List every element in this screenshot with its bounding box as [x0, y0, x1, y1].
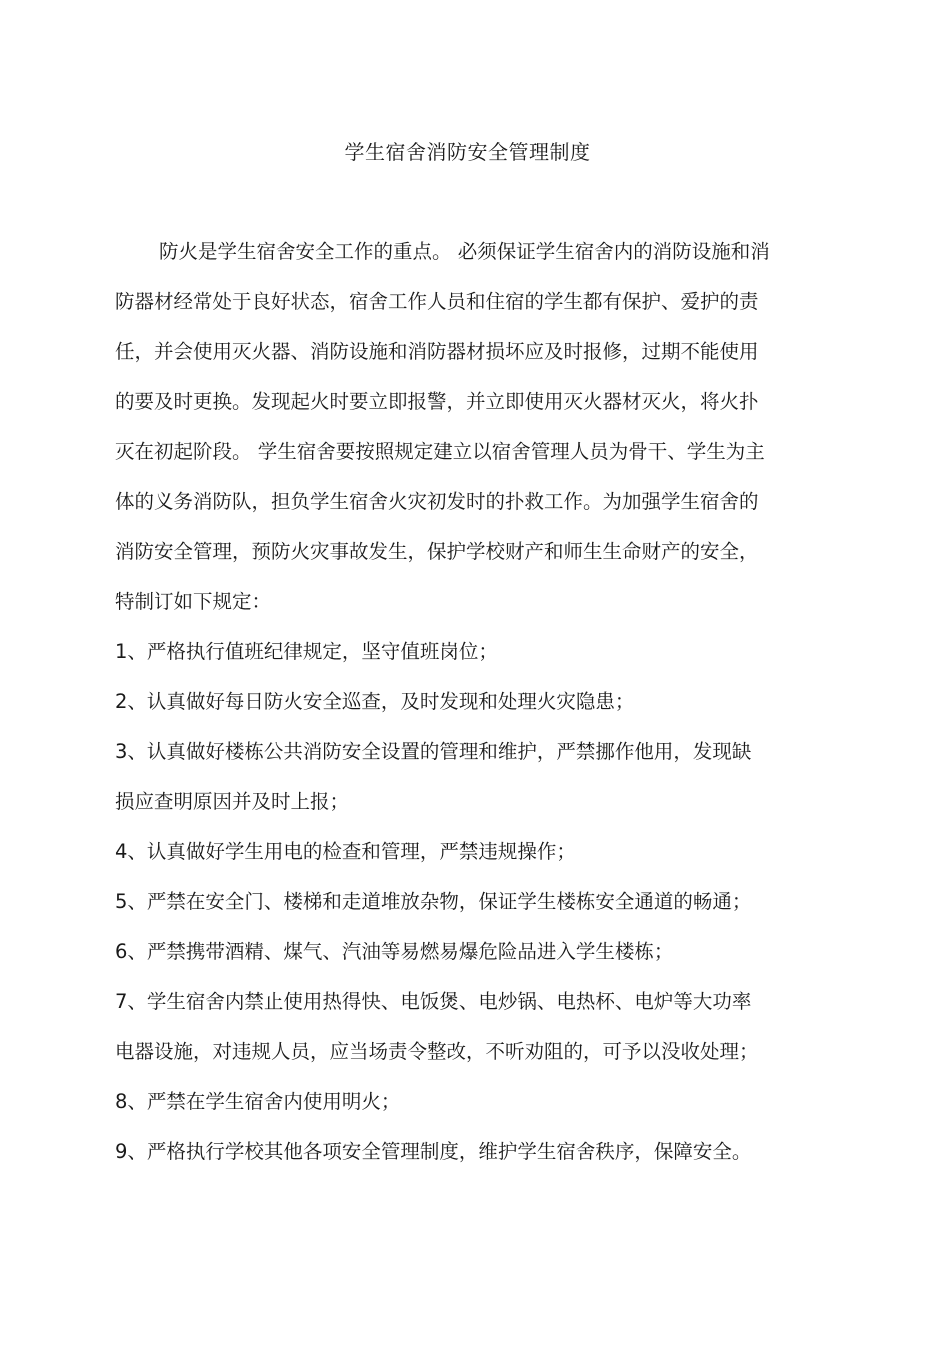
rule-item-1: 1、严格执行值班纪律规定，坚守值班岗位；: [115, 640, 498, 663]
paragraph-line: 防火是学生宿舍安全工作的重点。 必须保证学生宿舍内的消防设施和消: [159, 240, 770, 263]
paragraph-line: 的要及时更换。发现起火时要立即报警，并立即使用灭火器材灭火，将火扑: [115, 390, 759, 413]
rule-item-7-continued: 电器设施，对违规人员，应当场责令整改，不听劝阻的，可予以没收处理；: [115, 1040, 759, 1063]
paragraph-line: 体的义务消防队，担负学生宿舍火灾初发时的扑救工作。为加强学生宿舍的: [115, 490, 759, 513]
rule-item-6: 6、严禁携带酒精、煤气、汽油等易燃易爆危险品进入学生楼栋；: [115, 940, 674, 963]
document-title: 学生宿舍消防安全管理制度: [344, 140, 591, 164]
rule-item-9: 9、严格执行学校其他各项安全管理制度，维护学生宿舍秩序，保障安全。: [115, 1140, 752, 1163]
rule-item-3: 3、认真做好楼栋公共消防安全设置的管理和维护，严禁挪作他用，发现缺: [115, 740, 752, 763]
paragraph-line: 消防安全管理，预防火灾事故发生，保护学校财产和师生生命财产的安全，: [115, 540, 759, 563]
paragraph-line: 任，并会使用灭火器、消防设施和消防器材损坏应及时报修，过期不能使用: [115, 340, 759, 363]
paragraph-line: 特制订如下规定：: [115, 590, 272, 613]
rule-item-5: 5、严禁在安全门、楼梯和走道堆放杂物，保证学生楼栋安全通道的畅通；: [115, 890, 752, 913]
rule-item-8: 8、严禁在学生宿舍内使用明火；: [115, 1090, 401, 1113]
rule-item-4: 4、认真做好学生用电的检查和管理，严禁违规操作；: [115, 840, 576, 863]
rule-item-3-continued: 损应查明原因并及时上报；: [115, 790, 350, 813]
rule-item-2: 2、认真做好每日防火安全巡查，及时发现和处理火灾隐患；: [115, 690, 635, 713]
paragraph-line: 防器材经常处于良好状态，宿舍工作人员和住宿的学生都有保护、爱护的责: [115, 290, 759, 313]
paragraph-line: 灭在初起阶段。 学生宿舍要按照规定建立以宿舍管理人员为骨干、学生为主: [115, 440, 765, 463]
document-body: [115, 232, 835, 1182]
rule-item-7: 7、学生宿舍内禁止使用热得快、电饭煲、电炒锅、电热杯、电炉等大功率: [115, 990, 752, 1013]
